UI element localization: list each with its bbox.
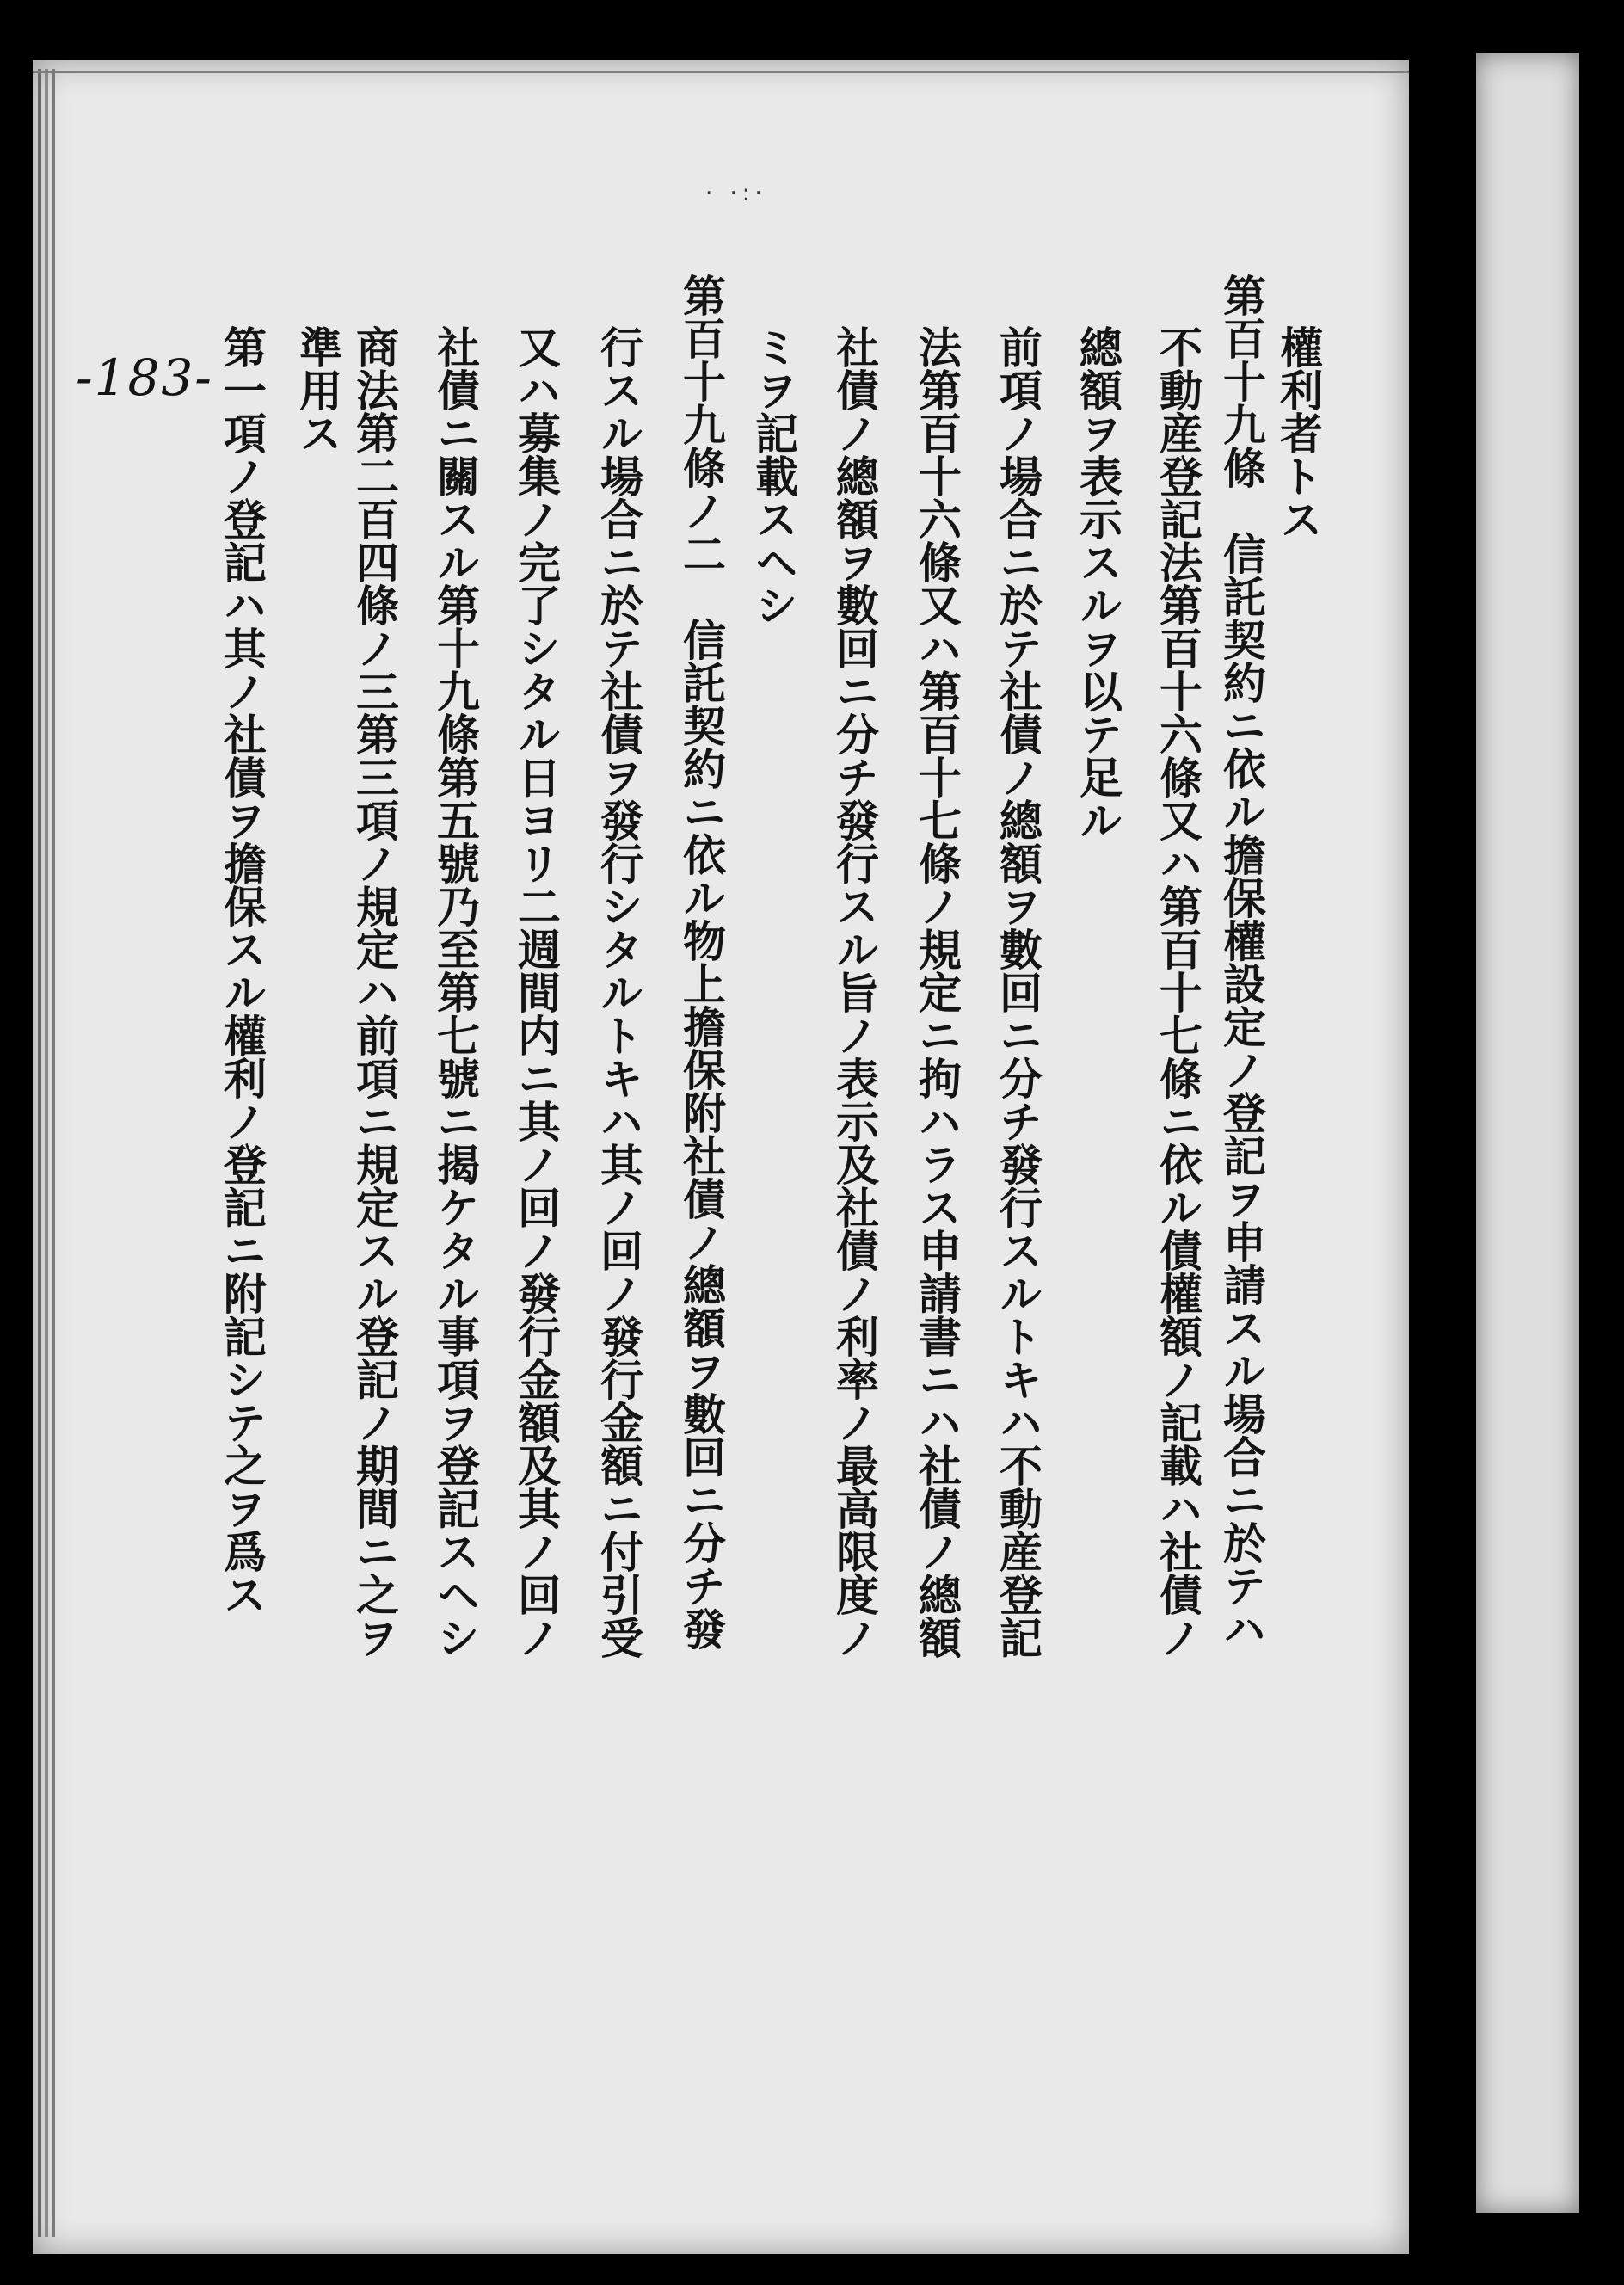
print-speck: · ·:· bbox=[705, 181, 767, 206]
page-top-edge bbox=[33, 71, 1409, 73]
text-column-10: 行スル場合ニ於テ社債ヲ發行シタルトキハ其ノ回ノ發行金額ニ付引受 bbox=[594, 325, 644, 1659]
page-number: -183- bbox=[76, 348, 213, 407]
text-column-2: 第百十九條 信託契約ニ依ル擔保權設定ノ登記ヲ申請スル場合ニ於テハ bbox=[1216, 274, 1267, 1650]
page-edge bbox=[38, 69, 41, 2237]
text-column-5: 前項ノ場合ニ於テ社債ノ總額ヲ數回ニ分チ發行スルトキハ不動産登記 bbox=[993, 325, 1043, 1659]
text-column-13: 商法第二百四條ノ三第三項ノ規定ハ前項ニ規定スル登記ノ期間ニ之ヲ bbox=[349, 325, 400, 1659]
text-column-12: 社債ニ關スル第十九條第五號乃至第七號ニ揭ケタル事項ヲ登記スヘシ bbox=[430, 325, 481, 1659]
text-column-8: ミヲ記載スヘシ bbox=[748, 325, 799, 626]
binding-gutter bbox=[1409, 52, 1476, 2254]
text-column-3: 不動産登記法第百十六條又ハ第百十七條ニ依ル債權額ノ記載ハ社債ノ bbox=[1153, 325, 1203, 1659]
text-column-11: 又ハ募集ノ完了シタル日ヨリ二週間内ニ其ノ回ノ發行金額及其ノ回ノ bbox=[511, 325, 562, 1659]
text-column-14: 準用ス bbox=[292, 325, 343, 454]
page-edge bbox=[45, 69, 48, 2237]
page-edge bbox=[52, 69, 55, 2237]
text-column-15: 第一項ノ登記ハ其ノ社債ヲ擔保スル權利ノ登記ニ附記シテ之ヲ爲ス bbox=[217, 325, 268, 1616]
text-column-9: 第百十九條ノ二 信託契約ニ依ル物上擔保附社債ノ總額ヲ數回ニ分チ發 bbox=[676, 274, 727, 1650]
text-column-4: 總額ヲ表示スルヲ以テ足ル bbox=[1073, 325, 1123, 841]
text-column-7: 社債ノ總額ヲ數回ニ分チ發行スル旨ノ表示及社債ノ利率ノ最高限度ノ bbox=[829, 325, 880, 1659]
adjacent-page-strip bbox=[1476, 53, 1579, 2213]
text-column-6: 法第百十六條又ハ第百十七條ノ規定ニ拘ハラス申請書ニハ社債ノ總額 bbox=[912, 325, 963, 1659]
text-column-1: 權利者トス bbox=[1273, 325, 1324, 540]
